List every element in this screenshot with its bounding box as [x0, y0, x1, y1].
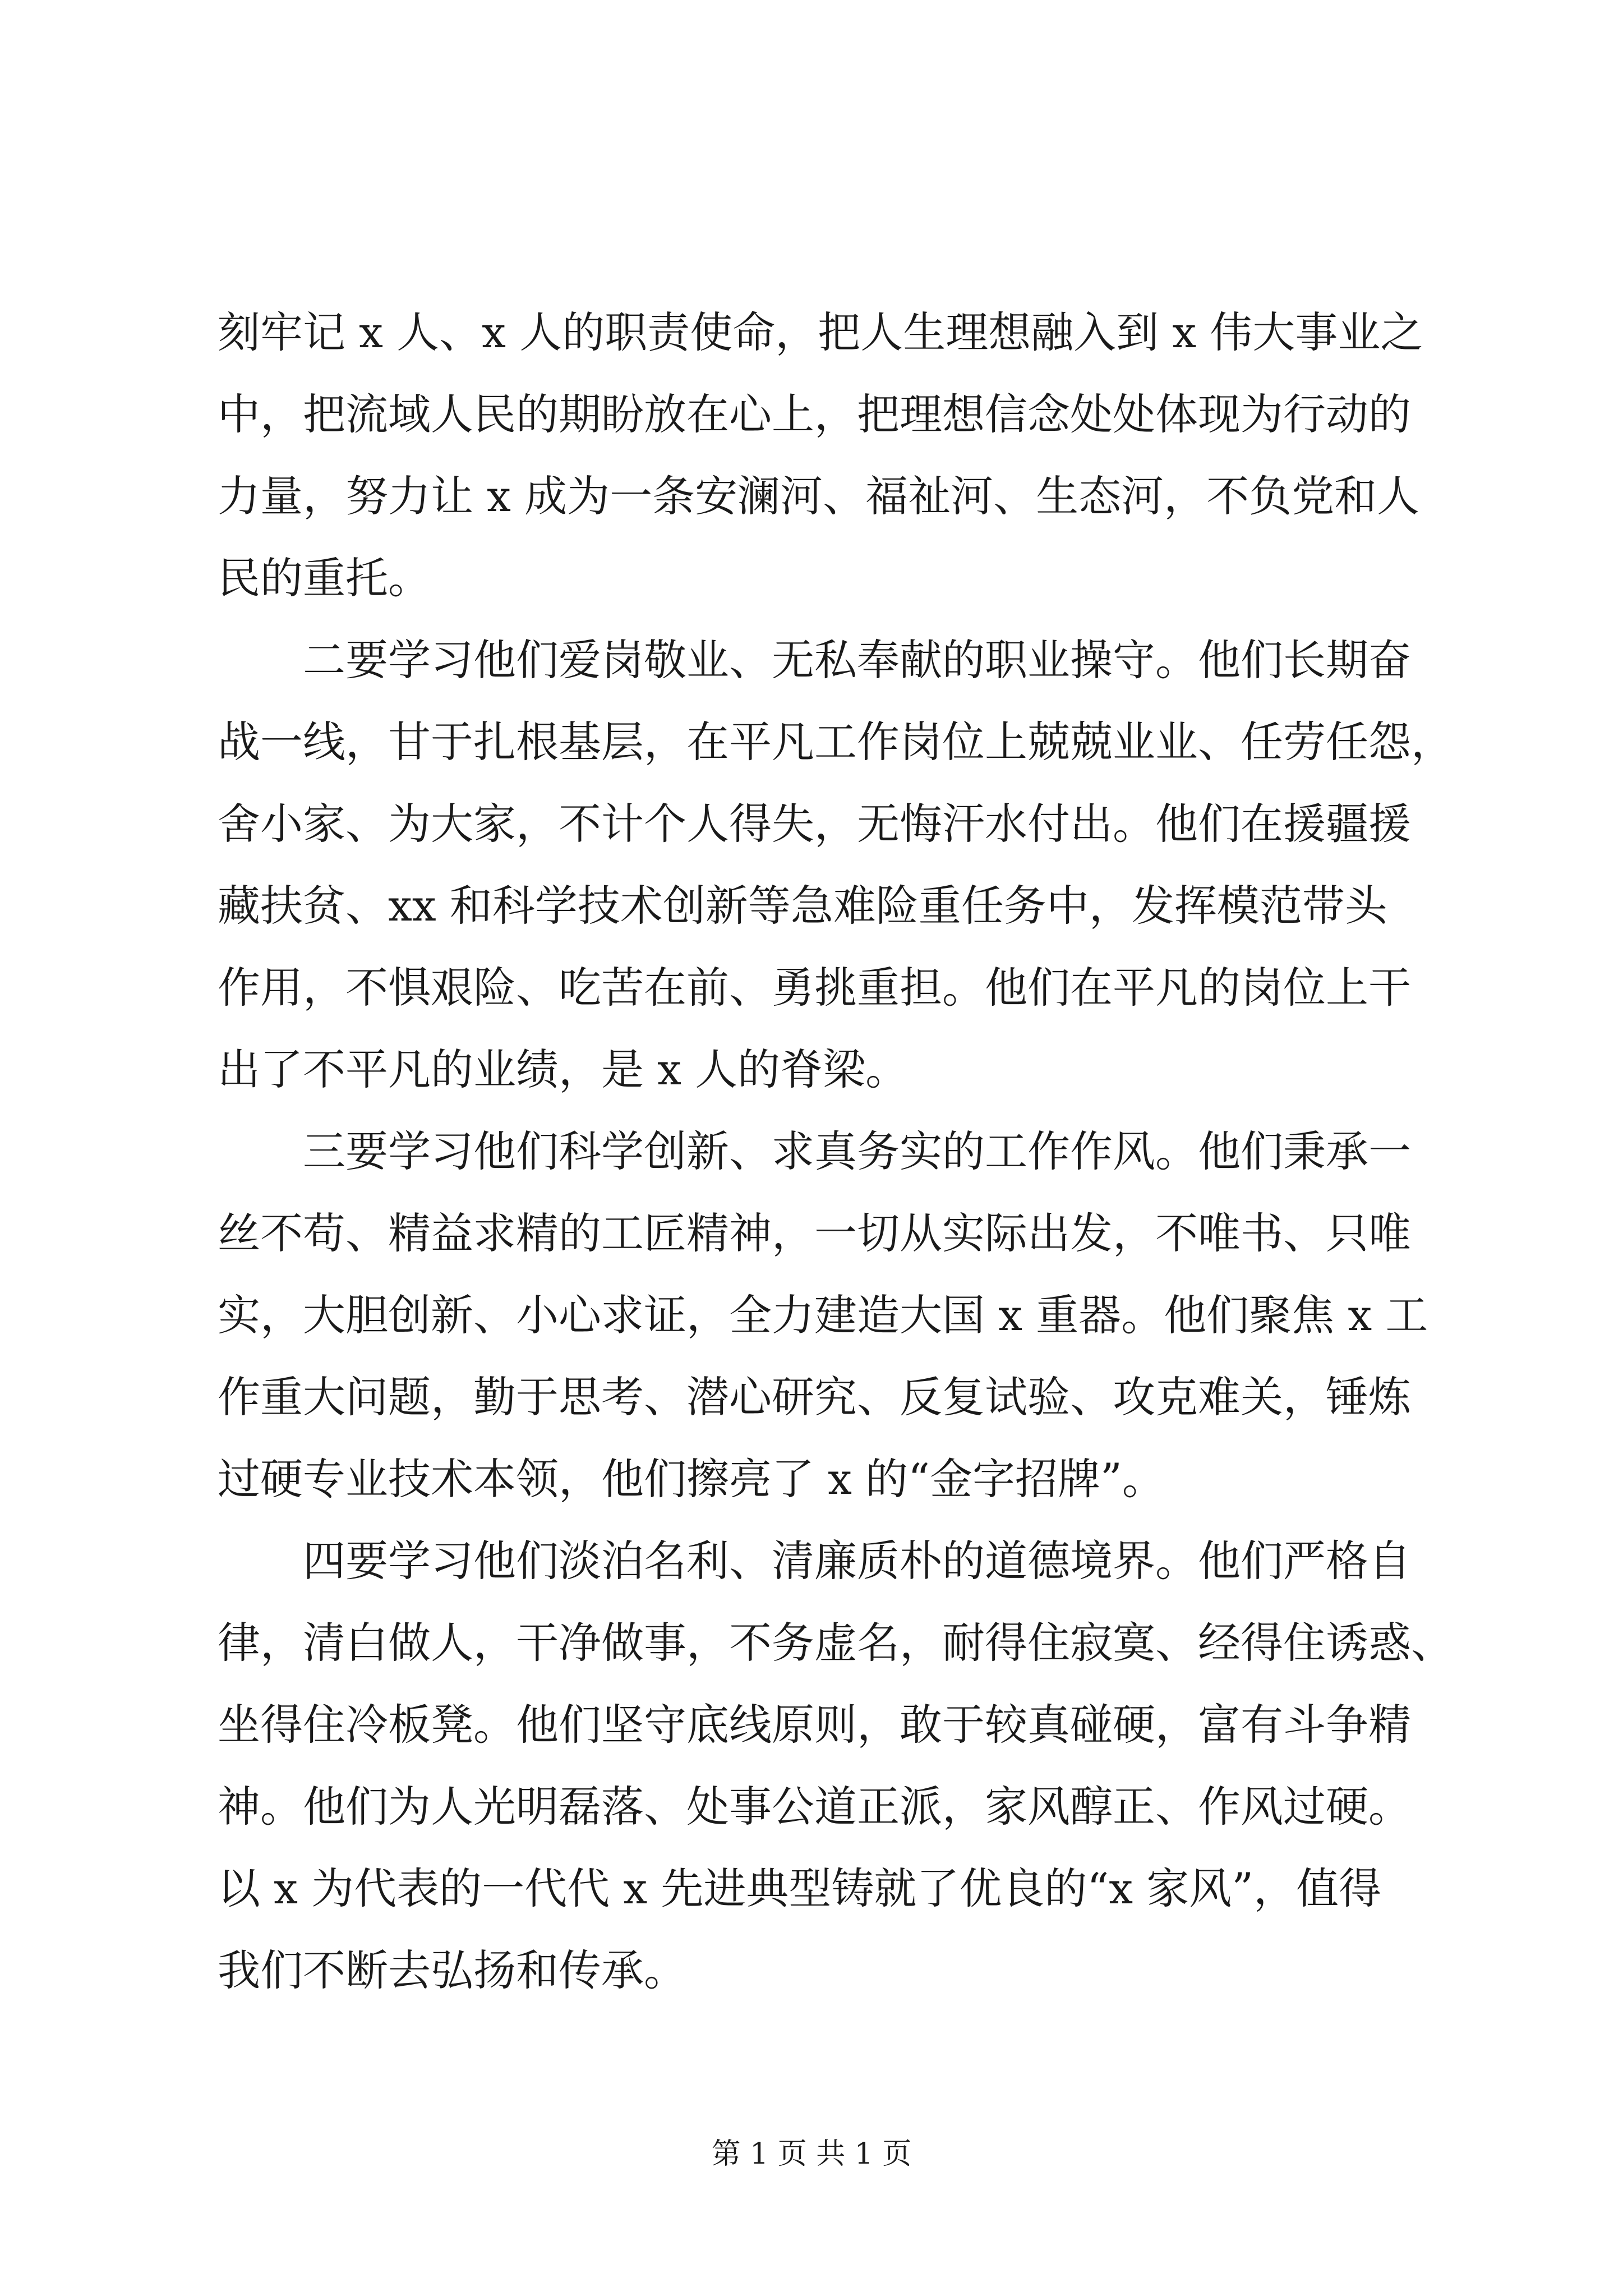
text-line: 二要学习他们爱岗敬业、无私奉献的职业操守。他们长期奋	[303, 635, 1411, 685]
text-line: 过硬专业技术本领，他们擦亮了 x 的“金字招牌”。	[218, 1454, 1165, 1504]
text-line: 我们不断去弘扬和传承。	[218, 1945, 686, 1995]
paragraph	[218, 1520, 1454, 2012]
text-line: 藏扶贫、xx 和科学技术创新等急难险重任务中，发挥模范带头	[218, 881, 1387, 931]
text-line: 民的重托。	[218, 553, 431, 603]
text-line: 作重大问题，勤于思考、潜心研究、反复试验、攻克难关，锤炼	[218, 1372, 1411, 1422]
text-line: 坐得住冷板凳。他们坚守底线原则，敢于较真碰硬，富有斗争精	[218, 1700, 1411, 1750]
text-line: 实，大胆创新、小心求证，全力建造大国 x 重器。他们聚焦 x 工	[218, 1290, 1428, 1340]
document-body	[218, 292, 1454, 2012]
text-line: 出了不平凡的业绩，是 x 人的脊梁。	[218, 1045, 909, 1094]
paragraph	[218, 1111, 1440, 1520]
text-line: 丝不苟、精益求精的工匠精神，一切从实际出发，不唯书、只唯	[218, 1208, 1411, 1258]
text-line: 刻牢记 x 人、x 人的职责使命，把人生理想融入到 x 伟大事业之	[218, 307, 1423, 357]
text-line: 四要学习他们淡泊名利、清廉质朴的道德境界。他们严格自	[303, 1536, 1411, 1586]
page-footer	[0, 2137, 1623, 2171]
text-line: 战一线，甘于扎根基层，在平凡工作岗位上兢兢业业、任劳任怨，	[218, 717, 1454, 767]
text-line: 作用，不惧艰险、吃苦在前、勇挑重担。他们在平凡的岗位上干	[218, 963, 1411, 1013]
text-line: 中，把流域人民的期盼放在心上，把理想信念处处体现为行动的	[218, 389, 1411, 439]
paragraph	[218, 619, 1454, 1111]
text-line: 以 x 为代表的一代代 x 先进典型铸就了优良的“x 家风”，值得	[218, 1864, 1382, 1913]
text-line: 律，清白做人，干净做事，不务虚名，耐得住寂寞、经得住诱惑、	[218, 1618, 1454, 1668]
text-line: 神。他们为人光明磊落、处事公道正派，家风醇正、作风过硬。	[218, 1782, 1411, 1832]
text-line: 舍小家、为大家，不计个人得失，无悔汗水付出。他们在援疆援	[218, 799, 1411, 849]
paragraph	[218, 292, 1440, 619]
page-number: 第 1 页 共 1 页	[711, 2137, 912, 2171]
text-line: 三要学习他们科学创新、求真务实的工作作风。他们秉承一	[303, 1126, 1411, 1176]
text-line: 力量，努力让 x 成为一条安澜河、福祉河、生态河，不负党和人	[218, 471, 1420, 521]
